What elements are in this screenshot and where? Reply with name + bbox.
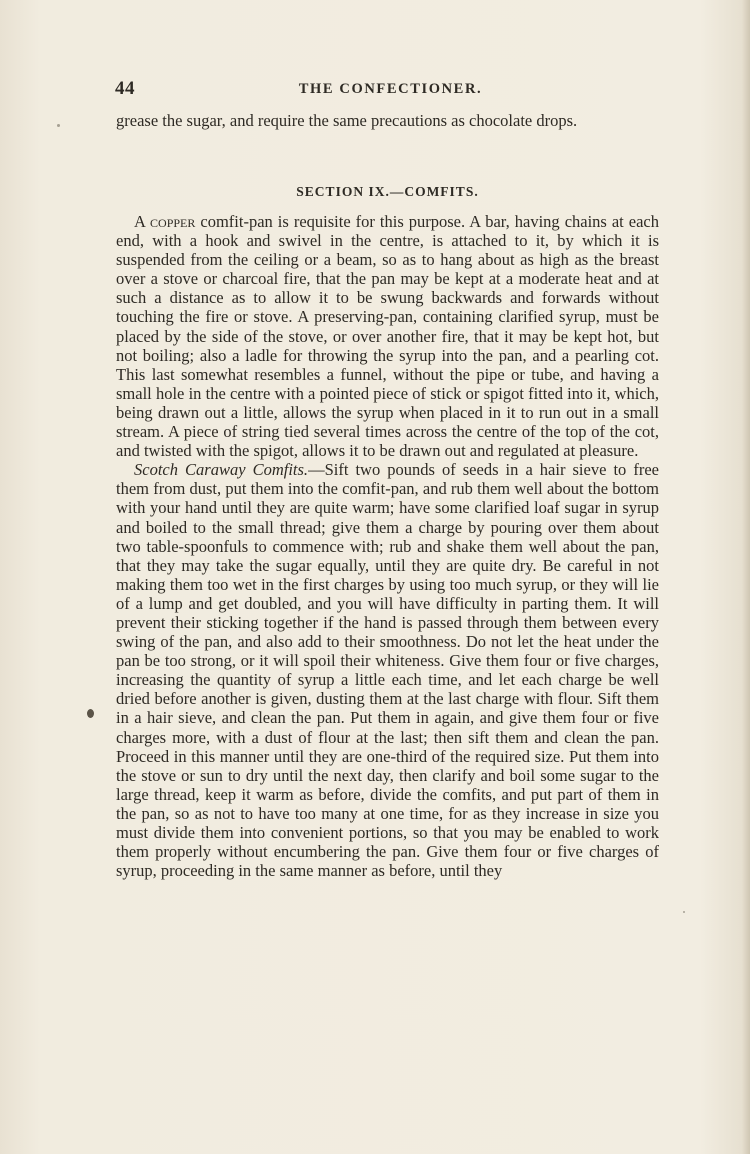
paper-speck — [57, 124, 60, 127]
intro-text: grease the sugar, and require the same precautions as chocolate drops. — [116, 111, 578, 130]
intro-paragraph — [116, 111, 659, 130]
ink-spot — [87, 709, 94, 718]
paragraph-scotch-caraway-text: —Sift two pounds of seeds in a hair sieve to free them from dust, put them into the comfit-pan, and rub them well about the bottom with your hand until they are quite warm; have some clarified loaf sugar in syrup and boiled to the small thread; give them a charge by pouring over them about two table-spoonfuls to commence with; rub and shake them well about the pan, that they may take the sugar equally, until they are quite dry. Be careful in not making them too wet in the first charges by using too much syrup, or they will lie of a lump and get doubled, and you will have difficulty in parting them. It will prevent their sticking together if the hand is passed through them between every swing of the pan, and also add to their smoothness. Do not let the heat under the pan be too strong, or it will spoil their whiteness. Give them four or five charges, increasing the quantity of syrup a little each time, and let each charge be well dried before another is given, dusting them at the last charge with flour. Sift them in a hair sieve, and clean the pan. Put them in again, and give them four or five charges more, with a dust of flour at the last; then sift them and clean the pan. Proceed in this manner until they are one-third of the required size. Put them into the stove or sun to dry until the next day, then clarify and boil some sugar to the large thread, keep it warm as before, divide the comfits, and put part of them in the pan, so as not to have too many at one time, for as they increase in size you must divide them into convenient portions, so that you may be enabled to work them properly without encumbering the pan. Give them four or five charges of syrup, proceeding in the same manner as before, until they — [116, 460, 659, 881]
page-edge-shadow — [742, 0, 750, 1154]
paragraph-lead-smallcaps: copper — [150, 212, 196, 231]
recipe-title: Scotch Caraway Comfits. — [134, 460, 309, 480]
running-head: THE CONFECTIONER. — [298, 81, 483, 97]
paragraph-lead: A — [134, 212, 151, 231]
paper-speck — [683, 911, 685, 913]
paragraph-comfit-pan-text: comfit-pan is requisite for this purpose. A bar, having chains at each end, with a hook and swivel in the centre, is attached to it, by which it is suspended from the ceiling or a beam, so as to hang about as high as the breast over a stove or charcoal fire, that the pan may be kept at a moderate heat and at such a distance as to allow it to be swung backwards and forwards without touching the fire or stove. A preserving-pan, containing clarified syrup, must be placed by the side of the stove, or over another fire, that it may be kept hot, but not boiling; also a ladle for throwing the syrup into the pan, and a pearling cot. This last somewhat resembles a funnel, without the pipe or tube, and having a small hole in the centre with a pointed piece of stick or spigot fitted into it, which, being drawn out a little, allows the syrup when placed in it to run out in a small stream. A piece of string tied several times across the centre of the top of the cot, and twisted with the spigot, allows it to be drawn out and regulated at pleasure. — [116, 212, 660, 461]
page-number: 44 — [115, 78, 135, 99]
paragraph-comfit-pan — [116, 212, 659, 460]
paragraph-scotch-caraway — [116, 460, 659, 880]
section-heading: SECTION IX.—COMFITS. — [296, 184, 479, 199]
page-header — [115, 78, 660, 102]
body-text — [116, 212, 659, 880]
